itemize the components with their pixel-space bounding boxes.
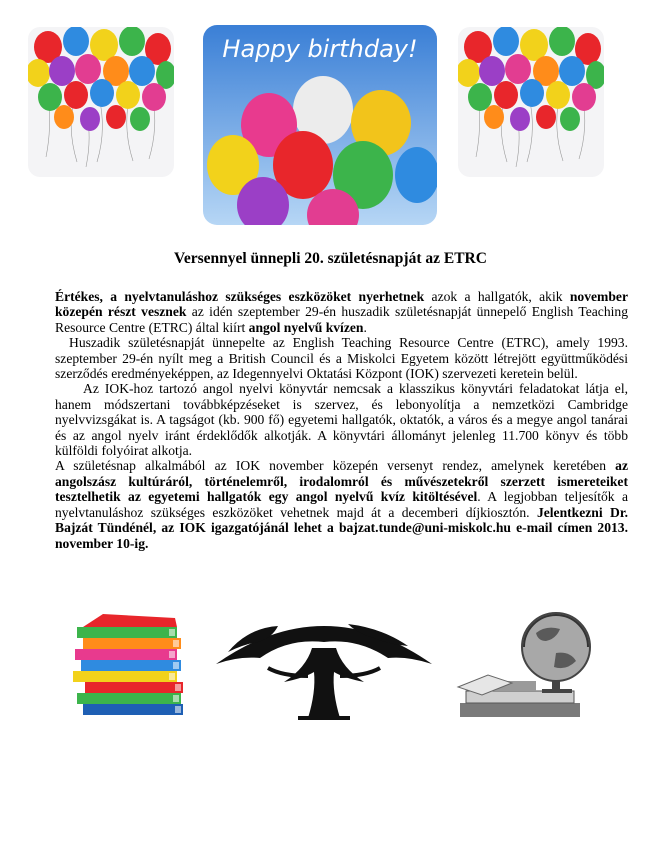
article-headline: Versennyel ünnepli 20. születésnapját az ETRC xyxy=(174,250,487,267)
p4-bold-2: Jelentkezni Dr. Bajzát Tündénél, az IOK igazgatójánál lehet a bajzat.tunde@uni-miskolc.hu e-mail címen 2013. november 10-ig. xyxy=(55,504,629,551)
balloons-image-left xyxy=(28,27,174,177)
world-map-tree-icon xyxy=(208,608,440,720)
p1-bold-2: november közepén részt vesznek xyxy=(55,289,628,320)
stack-of-books-icon xyxy=(63,612,193,717)
p1-text-3: . xyxy=(363,319,367,335)
paragraph-2: Huszadik születésnapját ünnepelte az English Teaching Resource Centre (ETRC), amely 1993. szeptember 29-én nyílt meg a British Council és a Miskolci Egyetem között létrejött együttműködési szerződés eredményeképpen, az Idegennyelvi Oktatási Központ (IOK) szervezeti keretein belül. xyxy=(55,335,628,382)
balloons-icon xyxy=(458,27,604,177)
p4-bold-1: az angolszász kultúráról, történelemről, irodalomról és művészetekről szerzett ismereteiket tesztelhetik az egyetemi hallgatók egy angol nyelvű kvíz kitöltésével xyxy=(55,458,628,505)
happy-birthday-balloons-icon xyxy=(203,25,437,225)
p1-bold-3: angol nyelvű kvízen xyxy=(248,319,364,335)
birthday-caption: Happy birthday! xyxy=(222,35,418,63)
paragraph-3: Az IOK-hoz tartozó angol nyelvi könyvtár nemcsak a klasszikus könyvtári feladatokat látja el, hanem módszertani továbbképzéseket is szervez, és lebonyolítja a nemzetközi Cambridge nyelvvizsgákat is. A tagságot (kb. 900 fő) egyetemi hallgatók, oktatók, a város és a megye angol tanárai és az angol nyelv iránt érdeklődők alkotják. A könyvtári állományt jelenleg 11.700 könyv és több külföldi folyóirat alkotja. xyxy=(55,381,628,459)
globe-and-books-icon xyxy=(452,603,608,723)
p1-text-2: az idén szeptember 29-én huszadik születésnapját ünnepelő English Teaching Resource Centre (ETRC) által kiírt xyxy=(55,304,628,335)
balloons-icon xyxy=(28,27,174,177)
p4-text-2: . A legjobban teljesítők a nyelvtanuláshoz szükséges eszközöket vehetnek majd át a decemberi díjkiosztón. xyxy=(55,489,628,520)
globe-books-image xyxy=(452,603,608,723)
paragraph-4 xyxy=(55,458,628,550)
world-tree-image xyxy=(208,608,440,720)
books-image xyxy=(63,612,193,717)
p1-text-1: azok a hallgatók, akik xyxy=(424,289,570,304)
article-body xyxy=(55,289,628,551)
paragraph-1 xyxy=(55,289,628,335)
p4-text-1: A születésnap alkalmából az IOK november közepén versenyt rendez, amelynek keretében xyxy=(55,458,616,474)
balloons-image-right xyxy=(458,27,604,177)
happy-birthday-image xyxy=(203,25,437,225)
p1-bold-1: Értékes, a nyelvtanuláshoz szükséges eszközöket nyerhetnek xyxy=(55,289,425,304)
